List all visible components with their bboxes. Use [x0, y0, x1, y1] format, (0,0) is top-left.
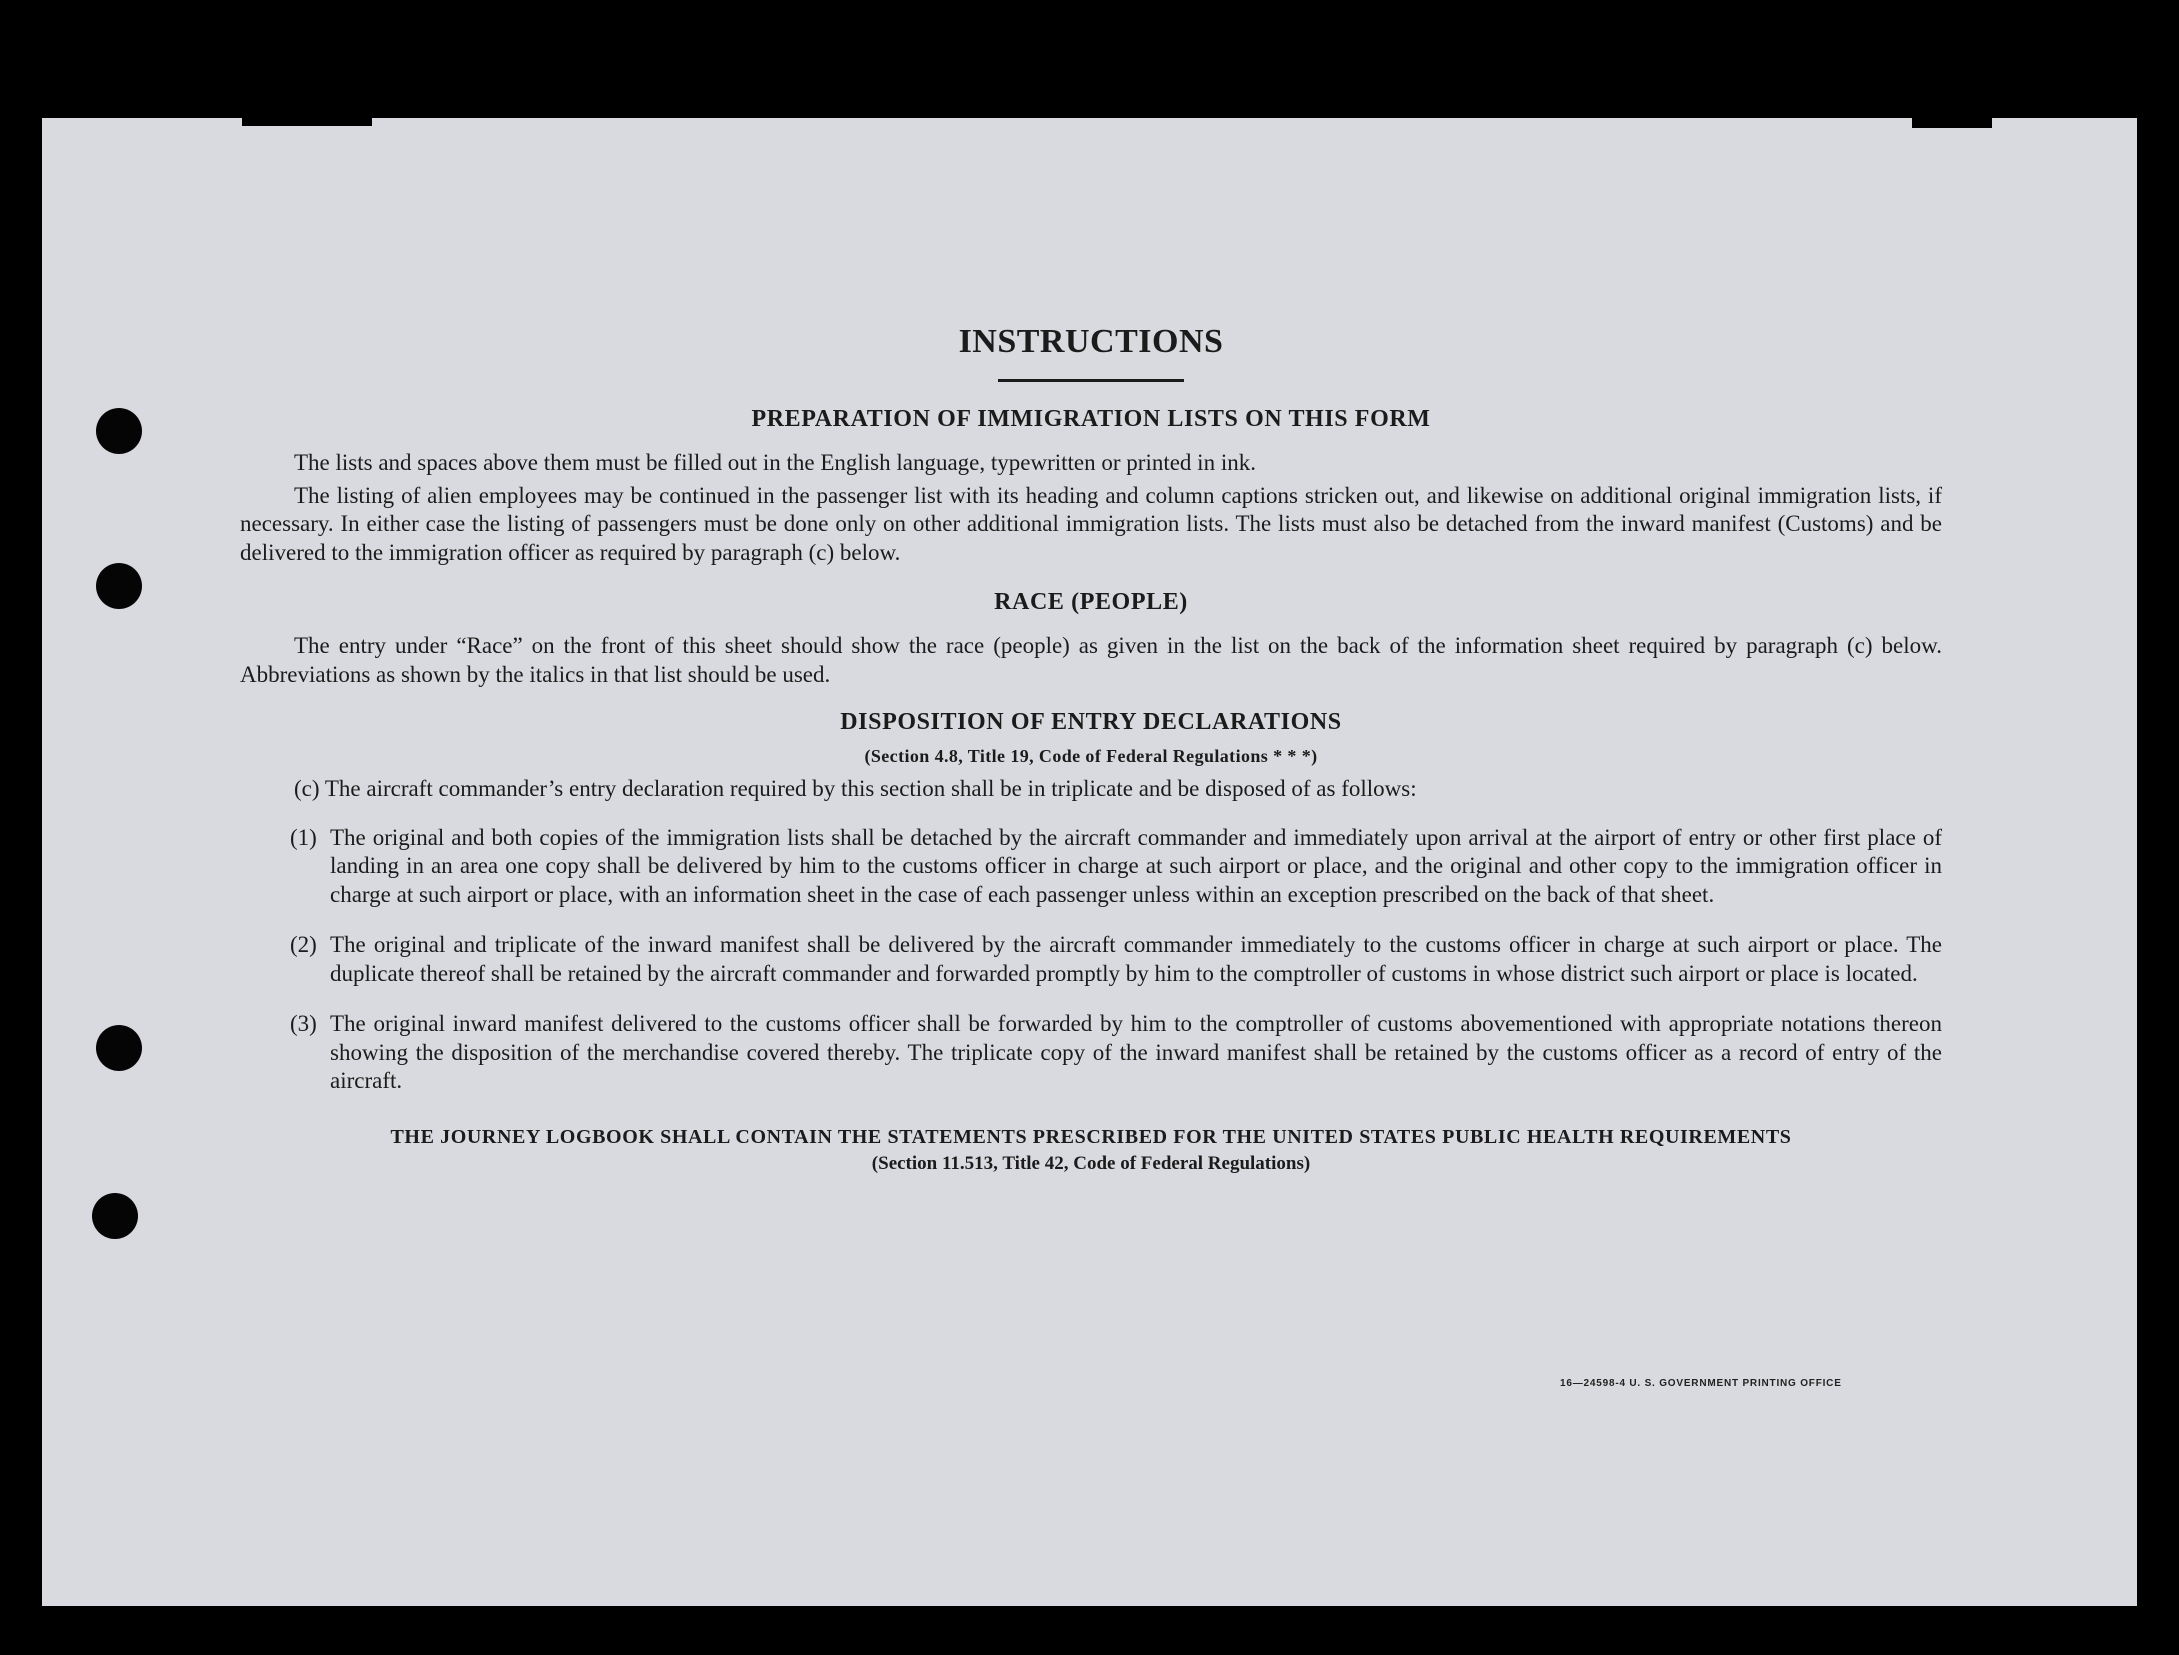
item-text: The original and triplicate of the inward manifest shall be delivered by the aircraft commander immediately to the customs officer in charge at such airport or place. The duplicate thereof shall be retained by the aircraft commander and forwarded promptly by him to the comptroller of customs in whose district such airport or place is located. — [330, 932, 1942, 986]
footer-statement: THE JOURNEY LOGBOOK SHALL CONTAIN THE STATEMENTS PRESCRIBED FOR THE UNITED STATES PUBLIC HEALTH REQUIREMENTS — [390, 1125, 1792, 1148]
preparation-paragraph-2: The listing of alien employees may be continued in the passenger list with its heading and column captions stricken out, and likewise on additional original immigration lists, if necessary. In either case the listing of passengers must be done only on other additional immigration lists. The lists must also be detached from the inward manifest (Customs) and be delivered to the immigration officer as required by paragraph (c) below. — [240, 482, 1942, 565]
preparation-paragraph-1: The lists and spaces above them must be filled out in the English language, typewritten or printed in ink. — [294, 450, 1256, 475]
item-number: (1) — [290, 824, 317, 850]
preparation-heading: PREPARATION OF IMMIGRATION LISTS ON THIS FORM — [751, 406, 1431, 432]
race-paragraph: The entry under “Race” on the front of this sheet should show the race (people) as given in the list on the back of the information sheet required by paragraph (c) below. Abbreviations as shown by the italics in that list should be used. — [240, 633, 1942, 687]
disposition-lead: (c) The aircraft commander’s entry declaration required by this section shall be in triplicate and be disposed of as follows: — [294, 776, 1417, 801]
disposition-item-1 — [290, 824, 1942, 910]
disposition-heading: DISPOSITION OF ENTRY DECLARATIONS — [840, 709, 1342, 735]
punch-hole — [96, 563, 142, 609]
item-text: The original inward manifest delivered to the customs officer shall be forwarded by him to the comptroller of customs abovementioned with appropriate notations thereon showing the disposition of the merchandise covered thereby. The triplicate copy of the inward manifest shall be retained by the customs officer as a record of entry of the aircraft. — [330, 1011, 1942, 1093]
punch-hole — [96, 408, 142, 454]
punch-hole — [96, 1025, 142, 1071]
torn-edge — [242, 118, 372, 126]
race-heading: RACE (PEOPLE) — [994, 589, 1188, 615]
title-underline — [998, 379, 1184, 382]
instructions-body — [240, 323, 1942, 1175]
printer-mark: 16—24598-4 U. S. GOVERNMENT PRINTING OFFICE — [1560, 1378, 1842, 1389]
punch-hole — [92, 1193, 138, 1239]
torn-edge — [1912, 118, 1992, 128]
item-number: (2) — [290, 932, 317, 957]
disposition-item-2 — [290, 931, 1942, 988]
item-number: (3) — [290, 1011, 317, 1036]
item-text: The original and both copies of the immigration lists shall be detached by the aircraft commander and immediately upon arrival at the airport of entry or other first place of landing in an area one copy shall be delivered by him to the customs officer in charge at such airport or place, and the original and other copy to the immigration officer in charge at such airport or place, with an information sheet in the case of each passenger unless within an exception prescribed on the back of that sheet. — [330, 824, 1942, 907]
disposition-item-3 — [290, 1010, 1942, 1096]
footer-citation: (Section 11.513, Title 42, Code of Federal Regulations) — [871, 1152, 1311, 1174]
document-sheet — [42, 118, 2137, 1606]
page-title: INSTRUCTIONS — [958, 323, 1224, 360]
disposition-citation: (Section 4.8, Title 19, Code of Federal Regulations * * *) — [864, 746, 1318, 766]
